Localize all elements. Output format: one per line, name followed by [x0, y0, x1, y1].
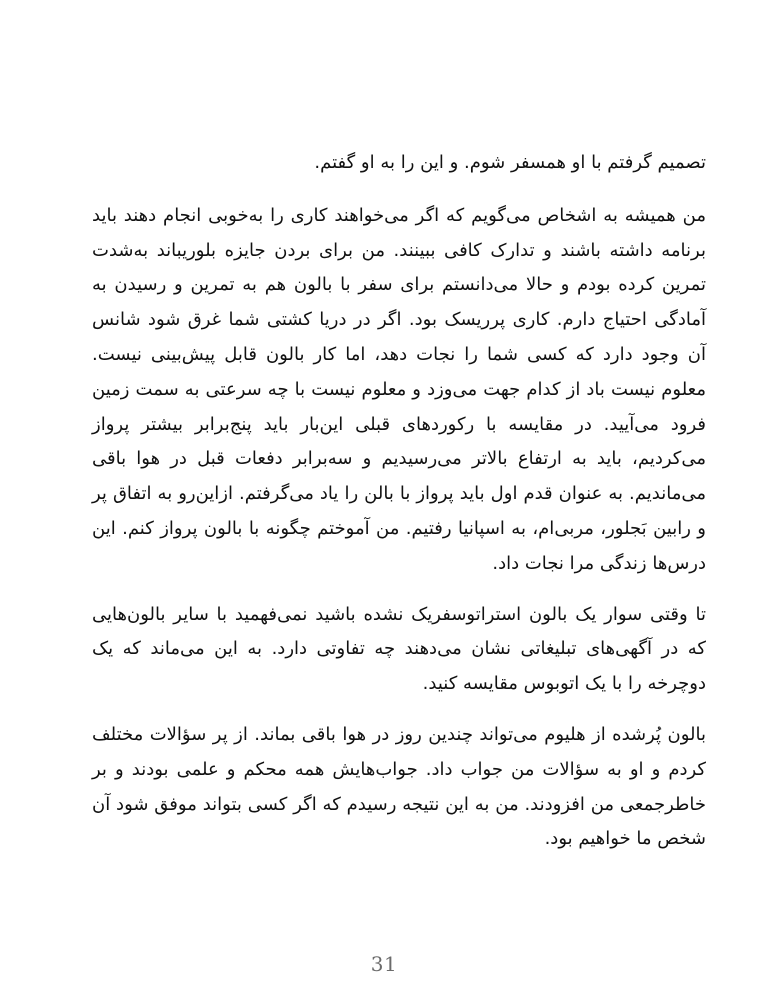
- page-number: 31: [370, 952, 398, 976]
- paragraph-3: تا وقتی سوار یک بالون استراتوسفریک نشده باشید نمی‌فهمید با سایر بالون‌هایی که در آگهی‌های تبلیغاتی نشان می‌دهند چه تفاوتی دارد. به این می‌ماند که یک دوچرخه را با یک اتوبوس مقایسه کنید.: [92, 603, 706, 695]
- paragraph-4: بالون پُرشده از هلیوم می‌تواند چندین روز در هوا باقی بماند. از پر سؤالات مختلف کردم و او به سؤالات من جواب داد. جواب‌هایش همه محکم و علمی بودند و بر خاطرجمعی من افزودند. من به این نتیجه رسیدم که اگر کسی بتواند موفق شود آن شخص ما خواهیم بود.: [92, 723, 706, 850]
- body-text: [92, 146, 706, 873]
- paragraph-1: تصمیم گرفتم با او همسفر شوم. و این را به او گفتم.: [314, 152, 706, 173]
- paragraph-2: من همیشه به اشخاص می‌گویم که اگر می‌خواهند کاری را به‌خوبی انجام دهند باید برنامه داشته باشند و تدارک کافی ببینند. من برای بردن جایزه بلوریباند به‌شدت تمرین کرده بودم و حالا می‌دانستم برای سفر با بالون هم به تمرین و رسیدن به آمادگی احتیاج دارم. کاری پرریسک بود. اگر در دریا کشتی شما غرق شود شانس آن وجود دارد که کسی شما را نجات دهد، اما کار بالون قابل پیش‌بینی نیست. معلوم نیست باد از کدام جهت می‌وزد و معلوم نیست با چه سرعتی به سمت زمین فرود می‌آیید. در مقایسه با رکوردهای قبلی این‌بار باید پنج‌برابر بیشتر پرواز می‌کردیم، باید به ارتفاع بالاتر می‌رسیدیم و سه‌برابر دفعات قبل در هوا باقی می‌ماندیم. به عنوان قدم اول باید پرواز با بالن را یاد می‌گرفتم. ازاین‌رو به اتفاق پر و رابین بَجلور، مربی‌ام، به اسپانیا رفتیم. من آموختم چگونه با بالون پرواز کنم. این درس‌ها زندگی مرا نجات داد.: [92, 204, 706, 574]
